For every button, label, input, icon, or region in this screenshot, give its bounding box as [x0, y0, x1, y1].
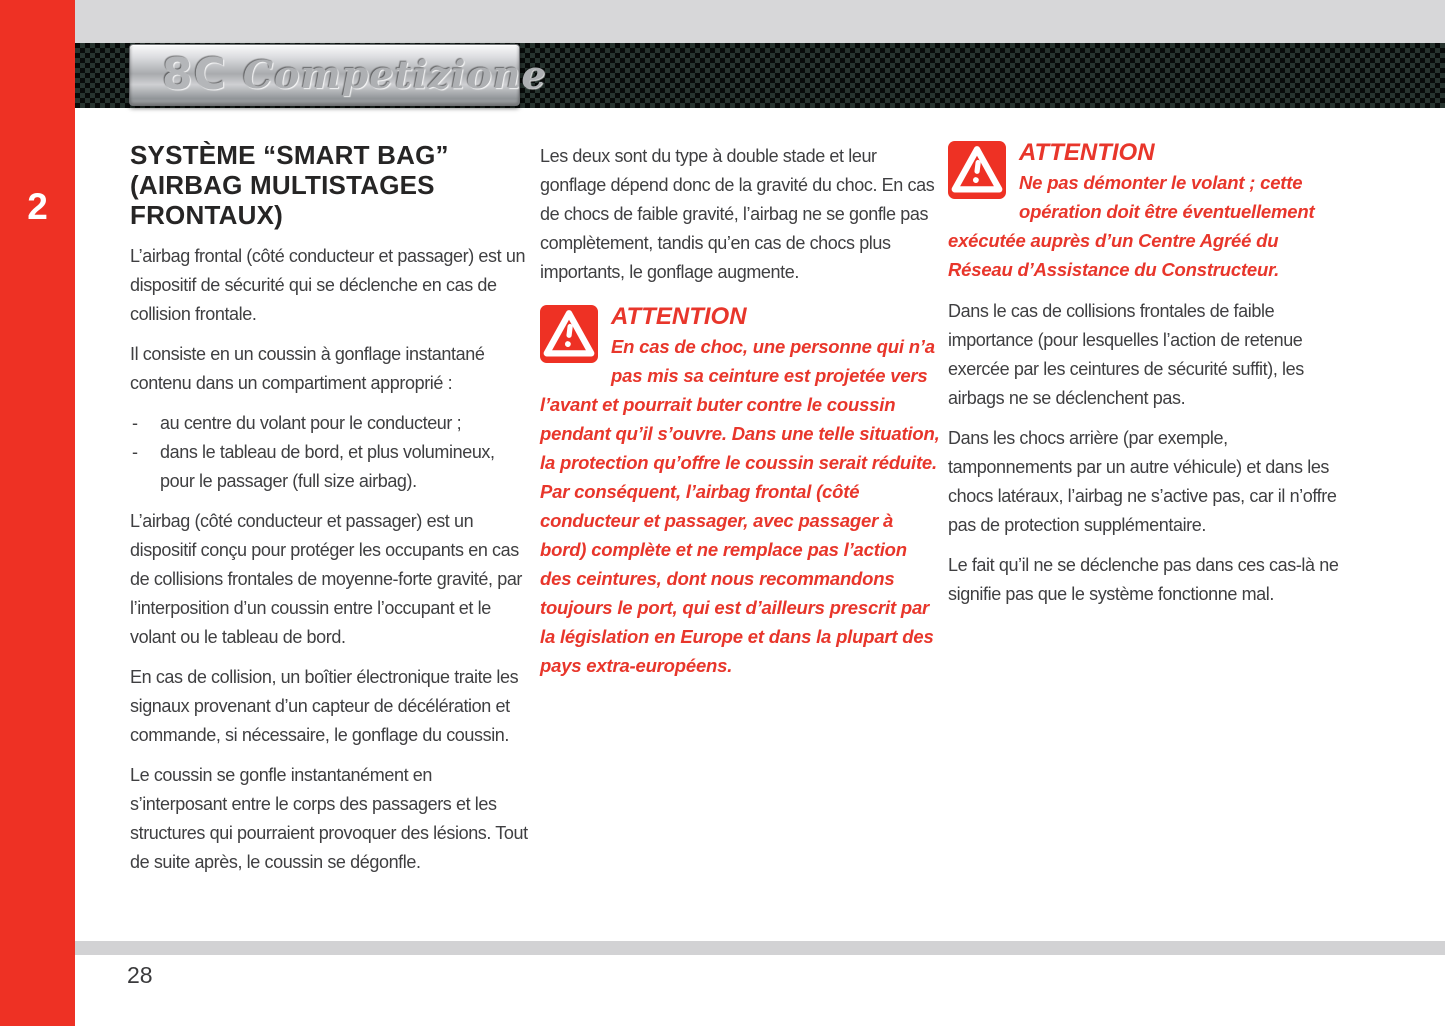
paragraph: Dans les chocs arrière (par exemple, tamponnements par un autre véhicule) et dans les chocs latéraux, l’airbag ne s’active pas, car il n’offre pas de protection supplémentaire.	[948, 428, 1337, 535]
bullet-item: - au centre du volant pour le conducteur ;	[130, 409, 530, 438]
warning-triangle-icon	[540, 305, 598, 363]
brand-plate	[129, 44, 547, 106]
warning-text: Ne pas démonter le volant ; cette opération doit être éventuellement exécutée auprès d’un Centre Agréé du Réseau d’Assistance du Constructeur.	[948, 172, 1315, 280]
paragraph: Le coussin se gonfle instantanément en s’interposant entre le corps des passagers et les structures qui pourraient provoquer des lésions. Tout de suite après, le coussin se dégonfle.	[130, 765, 528, 872]
bullet-list	[130, 409, 530, 496]
brand-name-logo: Competizione	[242, 52, 547, 97]
paragraph: Dans le cas de collisions frontales de faible importance (pour lesquelles l’action de retenue exercée par les ceintures de sécurité suffit), les airbags ne se déclenchent pas.	[948, 301, 1304, 408]
warning-title: ATTENTION	[611, 303, 747, 330]
footer-divider	[75, 941, 1445, 955]
paragraph: L’airbag frontal (côté conducteur et passager) est un dispositif de sécurité qui se déclenche en cas de collision frontale.	[130, 246, 526, 324]
page-title: SYSTÈME “SMART BAG” (AIRBAG MULTISTAGES FRONTAUX)	[130, 140, 449, 230]
paragraph: Le fait qu’il ne se déclenche pas dans ces cas-là ne signifie pas que le système fonctionne mal.	[948, 555, 1339, 604]
warning-text: En cas de choc, une personne qui n’a pas mis sa ceinture est projetée vers l’avant et pourrait buter contre le coussin pendant qu’il s’ouvre. Dans une telle situation, la protection qu’offre le coussin serait réduite. Par conséquent, l’airbag frontal (côté conducteur et passager, avec passager à bord) complète et ne remplace pas l’action des ceintures, dont nous recommandons toujours le port, qui est d’ailleurs prescrit par la législation en Europe et dans la plupart des pays extra-européens.	[540, 336, 940, 676]
section-spine	[0, 0, 75, 1026]
paragraph: L’airbag (côté conducteur et passager) est un dispositif conçu pour protéger les occupants en cas de collisions frontales de moyenne-forte gravité, par l’interposition d’un coussin entre l’occupant et le volant ou le tableau de bord.	[130, 511, 523, 647]
paragraph: En cas de collision, un boîtier électronique traite les signaux provenant d’un capteur de décélération et commande, si nécessaire, le gonflage du coussin.	[130, 667, 519, 745]
column-2	[540, 142, 942, 680]
paragraph: Il consiste en un coussin à gonflage instantané contenu dans un compartiment approprié :	[130, 344, 485, 393]
paragraph: Les deux sont du type à double stade et leur gonflage dépend donc de la gravité du choc. En cas de chocs de faible gravité, l’airbag ne se gonfle pas complètement, tandis qu’en cas de chocs plus importants, le gonflage augmente.	[540, 146, 935, 282]
header-top-strip	[75, 0, 1445, 43]
bullet-item: - dans le tableau de bord, et plus volumineux, pour le passager (full size airbag).	[130, 438, 530, 496]
warning-title: ATTENTION	[1019, 139, 1155, 166]
warning-triangle-icon	[948, 141, 1006, 199]
column-1	[130, 140, 530, 888]
column-3	[948, 138, 1345, 620]
section-number: 2	[27, 186, 48, 227]
page-number: 28	[127, 962, 153, 988]
warning-block	[948, 138, 1345, 284]
warning-block	[540, 302, 942, 680]
brand-model-logo: 8C	[162, 49, 227, 100]
